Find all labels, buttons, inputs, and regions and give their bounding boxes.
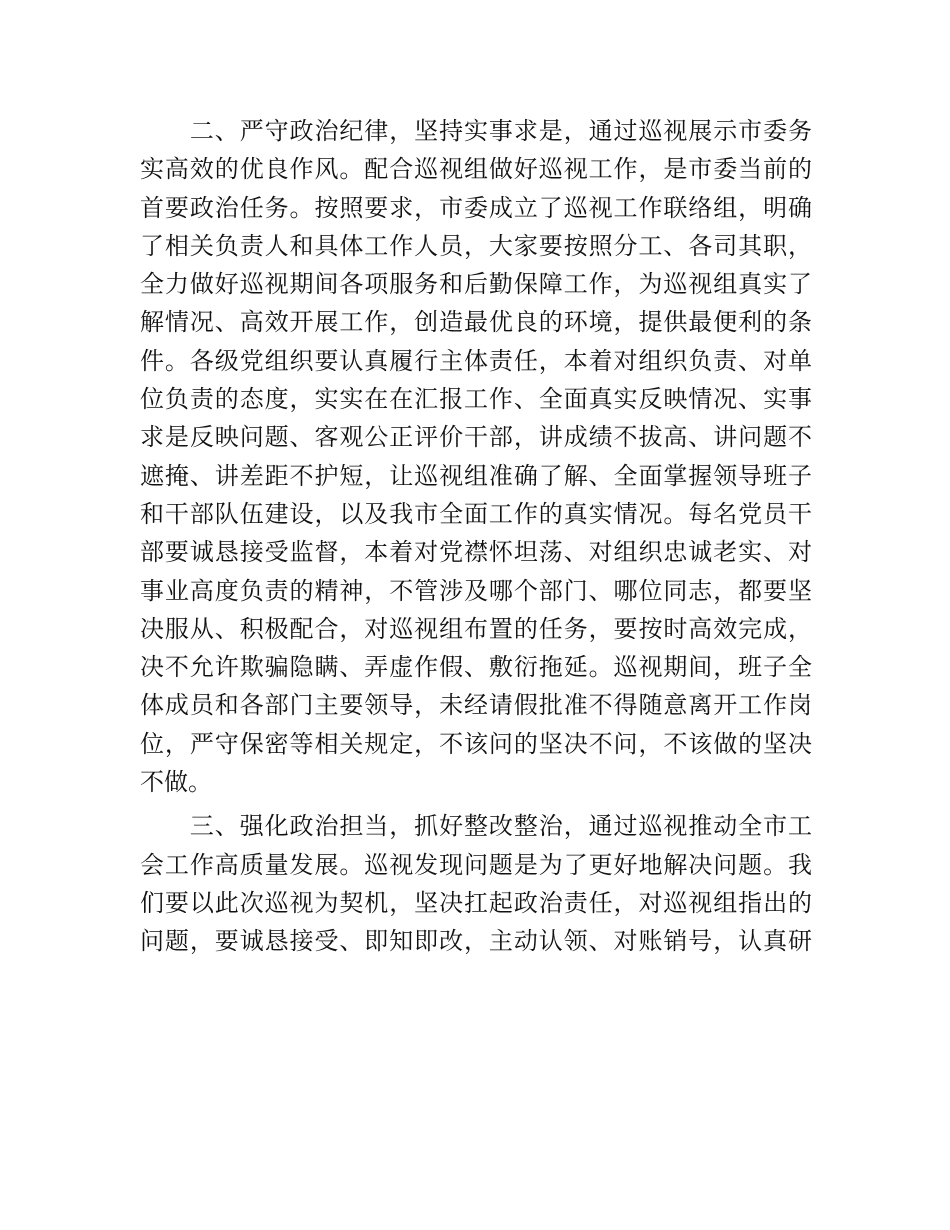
text-line: 事业高度负责的精神，不管涉及哪个部门、哪位同志，都要坚 <box>140 576 812 605</box>
document-body <box>140 112 812 967</box>
text-line: 二、严守政治纪律，坚持实事求是，通过巡视展示市委务 <box>140 117 812 145</box>
text-line: 问题，要诚恳接受、即知即改，主动认领、对账销号，认真研 <box>140 927 812 956</box>
text-line: 遮掩、讲差距不护短，让巡视组准确了解、全面掌握领导班子 <box>140 461 812 490</box>
text-line: 三、强化政治担当，抓好整改整治，通过巡视推动全市工 <box>140 812 812 841</box>
text-line: 首要政治任务。按照要求，市委成立了巡视工作联络组，明确 <box>140 193 812 222</box>
text-line: 会工作高质量发展。巡视发现问题是为了更好地解决问题。我 <box>140 850 812 879</box>
text-line: 和干部队伍建设，以及我市全面工作的真实情况。每名党员干 <box>140 499 812 528</box>
paragraph-section-two <box>140 112 812 801</box>
text-line: 实高效的优良作风。配合巡视组做好巡视工作，是市委当前的 <box>140 155 812 184</box>
text-line: 件。各级党组织要认真履行主体责任，本着对组织负责、对单 <box>140 346 812 375</box>
text-line: 解情况、高效开展工作，创造最优良的环境，提供最便利的条 <box>140 308 812 337</box>
text-line: 不做。 <box>140 768 212 797</box>
paragraph-section-three <box>140 807 812 960</box>
text-line: 决不允许欺骗隐瞒、弄虚作假、敷衍拖延。巡视期间，班子全 <box>140 653 812 682</box>
text-line: 体成员和各部门主要领导，未经请假批准不得随意离开工作岗 <box>140 691 812 720</box>
text-line: 决服从、积极配合，对巡视组布置的任务，要按时高效完成， <box>140 614 812 643</box>
text-line: 求是反映问题、客观公正评价干部，讲成绩不拔高、讲问题不 <box>140 423 812 452</box>
text-line: 们要以此次巡视为契机，坚决扛起政治责任，对巡视组指出的 <box>140 888 812 917</box>
text-line: 部要诚恳接受监督，本着对党襟怀坦荡、对组织忠诚老实、对 <box>140 538 812 567</box>
text-line: 全力做好巡视期间各项服务和后勤保障工作，为巡视组真实了 <box>140 270 812 299</box>
text-line: 位负责的态度，实实在在汇报工作、全面真实反映情况、实事 <box>140 385 812 414</box>
text-line: 了相关负责人和具体工作人员，大家要按照分工、各司其职， <box>140 231 812 260</box>
text-line: 位，严守保密等相关规定，不该问的坚决不问，不该做的坚决 <box>140 729 812 758</box>
